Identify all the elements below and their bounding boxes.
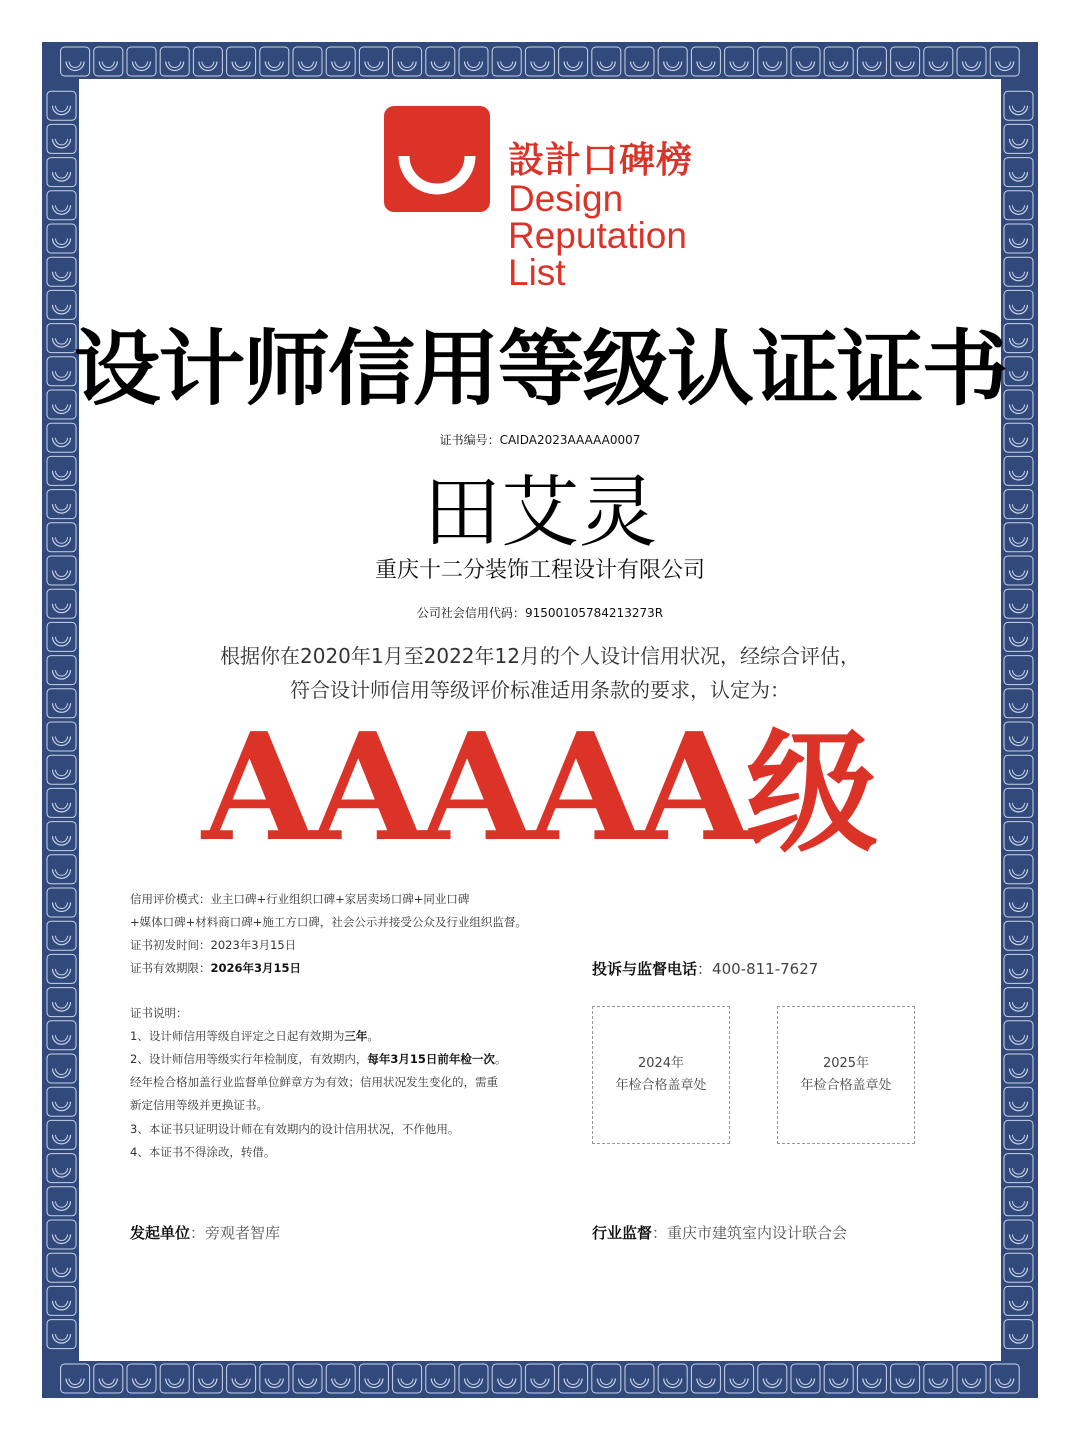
certificate-title: 设计师信用等级认证证书 <box>73 322 1007 417</box>
logo-mark <box>384 106 490 212</box>
grade-letters: AAAAA <box>201 700 747 874</box>
note-emphasis: 每年3月15日前年检一次 <box>367 1052 495 1066</box>
note-3: 3、本证书只证明设计师在有效期内的设计信用状况，不作他用。 <box>130 1122 460 1136</box>
stamp-box-2025 <box>777 1006 915 1144</box>
credit-grade <box>0 700 1080 874</box>
note-2-continued-2: 新定信用等级并更换证书。 <box>130 1098 268 1112</box>
smile-icon <box>384 106 490 212</box>
initiator <box>130 1222 280 1243</box>
note-1 <box>130 1028 379 1044</box>
note-text: 。 <box>367 1029 379 1043</box>
note-2-continued-1: 经年检合格加盖行业监督单位鲜章方为有效；信用状况发生变化的，需重 <box>130 1075 498 1089</box>
statement-line-2: 符合设计师信用等级评价标准适用条款的要求，认定为： <box>290 678 790 702</box>
holder-name: 田艾灵 <box>422 468 657 558</box>
notes-heading: 证书说明： <box>130 1006 188 1020</box>
note-emphasis: 三年 <box>344 1029 368 1043</box>
certificate-number-value: CAIDA2023AAAAA0007 <box>499 433 641 447</box>
issue-date-value: 2023年3月15日 <box>210 938 297 952</box>
issue-date <box>130 937 296 953</box>
initiator-label: 发起单位 <box>130 1224 191 1242</box>
valid-until-value: 2026年3月15日 <box>210 961 302 975</box>
logo-en-line: List <box>508 252 566 293</box>
stamp-box-2024 <box>592 1006 730 1144</box>
note-text: 。 <box>494 1052 507 1066</box>
stamp-year: 2024年 <box>637 1056 685 1071</box>
initiator-value: ：旁观者智库 <box>190 1224 281 1242</box>
stamp-text: 年检合格盖章处 <box>800 1078 892 1093</box>
valid-until-label: 证书有效期限： <box>130 961 211 975</box>
supervisor-value: ：重庆市建筑室内设计联合会 <box>652 1224 848 1242</box>
hotline-label: 投诉与监督电话 <box>592 960 698 978</box>
hotline-number: 400-811-7627 <box>712 960 819 978</box>
stamp-text: 年检合格盖章处 <box>615 1078 707 1093</box>
hotline-separator: ： <box>697 960 713 978</box>
note-text: 1、设计师信用等级自评定之日起有效期为 <box>130 1029 345 1043</box>
evaluation-mode-continued: +媒体口碑+材料商口碑+施工方口碑，社会公示并接受公众及行业组织监督。 <box>130 915 527 929</box>
issue-date-label: 证书初发时间： <box>130 938 211 952</box>
certificate-number-label: 证书编号： <box>439 433 500 447</box>
note-4: 4、本证书不得涂改，转借。 <box>130 1145 276 1159</box>
valid-until <box>130 960 301 976</box>
grade-suffix: 级 <box>746 717 879 871</box>
note-2 <box>130 1051 506 1067</box>
statement-line-1: 根据你在2020年1月至2022年12月的个人设计信用状况，经综合评估， <box>220 644 860 668</box>
credit-code-label: 公司社会信用代码： <box>416 606 525 620</box>
supervisor-label: 行业监督 <box>592 1224 653 1242</box>
logo-name-en <box>508 180 687 291</box>
credit-code-value: 91500105784213273R <box>524 606 664 620</box>
industry-supervisor <box>592 1222 847 1243</box>
logo-en-line: Design <box>508 178 624 219</box>
supervision-hotline <box>592 958 818 979</box>
company-credit-code <box>0 604 1080 621</box>
logo-en-line: Reputation <box>508 215 687 256</box>
holder-company: 重庆十二分装饰工程设计有限公司 <box>374 558 705 583</box>
evaluation-mode <box>130 891 469 907</box>
note-text: 2、设计师信用等级实行年检制度，有效期内， <box>130 1052 368 1066</box>
evaluation-mode-value: 业主口碑+行业组织口碑+家居卖场口碑+同业口碑 <box>210 892 470 906</box>
logo-name-cn: 設計口碑榜 <box>508 140 694 181</box>
stamp-year: 2025年 <box>822 1056 870 1071</box>
evaluation-mode-label: 信用评价模式： <box>130 892 211 906</box>
certificate-number <box>0 431 1080 448</box>
